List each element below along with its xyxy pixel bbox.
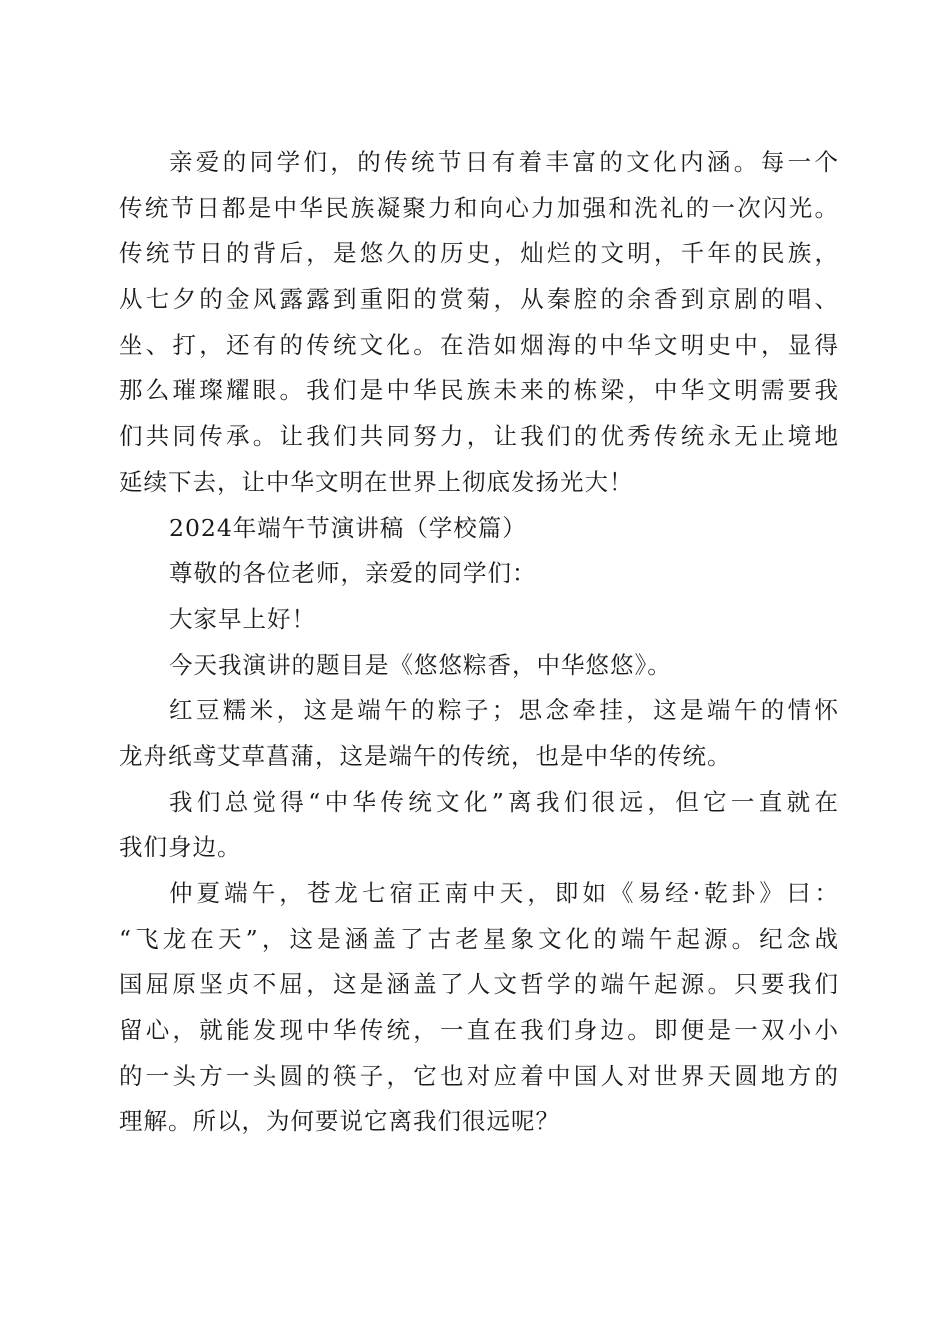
text-line: 坐、打，还有的传统文化。在浩如烟海的中华文明史中，显得 <box>119 330 839 359</box>
text-line: 留心，就能发现中华传统，一直在我们身边。即便是一双小小 <box>119 1016 839 1045</box>
text-line: 我们总觉得“中华传统文化”离我们很远，但它一直就在 <box>169 787 839 816</box>
text-line: 延续下去，让中华文明在世界上彻底发扬光大！ <box>119 467 634 496</box>
text-line: 亲爱的同学们，的传统节日有着丰富的文化内涵。每一个 <box>169 148 839 176</box>
document-body <box>119 140 839 1145</box>
text-line: 龙舟纸鸢艾草菖蒲，这是端午的传统，也是中华的传统。 <box>119 741 732 770</box>
text-line: 那么璀璨耀眼。我们是中华民族未来的栋梁，中华文明需要我 <box>119 376 839 405</box>
text-line: 的一头方一头圆的筷子，它也对应着中国人对世界天圆地方的 <box>119 1061 839 1090</box>
text-line: “飞龙在天”，这是涵盖了古老星象文化的端午起源。纪念战 <box>119 924 839 953</box>
text-line: 从七夕的金风露露到重阳的赏菊，从秦腔的余香到京剧的唱、 <box>119 285 839 314</box>
text-line: 传统节日的背后，是悠久的历史，灿烂的文明，千年的民族， <box>119 239 839 268</box>
text-line: 我们身边。 <box>119 833 242 862</box>
salutation: 尊敬的各位老师，亲爱的同学们： <box>169 559 537 588</box>
text-line: 们共同传承。让我们共同努力，让我们的优秀传统永无止境地 <box>119 422 839 451</box>
greeting: 大家早上好！ <box>169 604 316 633</box>
text-line: 传统节日都是中华民族凝聚力和向心力加强和洗礼的一次闪光。 <box>119 193 839 222</box>
text-line: 红豆糯米，这是端午的粽子；思念牵挂，这是端午的情怀 <box>169 696 839 725</box>
text-line: 理解。所以，为何要说它离我们很远呢？ <box>119 1107 560 1136</box>
text-line: 仲夏端午，苍龙七宿正南中天，即如《易经·乾卦》曰： <box>169 879 839 907</box>
speech-title: 2024年端午节演讲稿（学校篇） <box>169 513 527 542</box>
text-line: 国屈原坚贞不屈，这是涵盖了人文哲学的端午起源。只要我们 <box>119 970 839 999</box>
text-line: 今天我演讲的题目是《悠悠粽香，中华悠悠》。 <box>169 650 672 679</box>
